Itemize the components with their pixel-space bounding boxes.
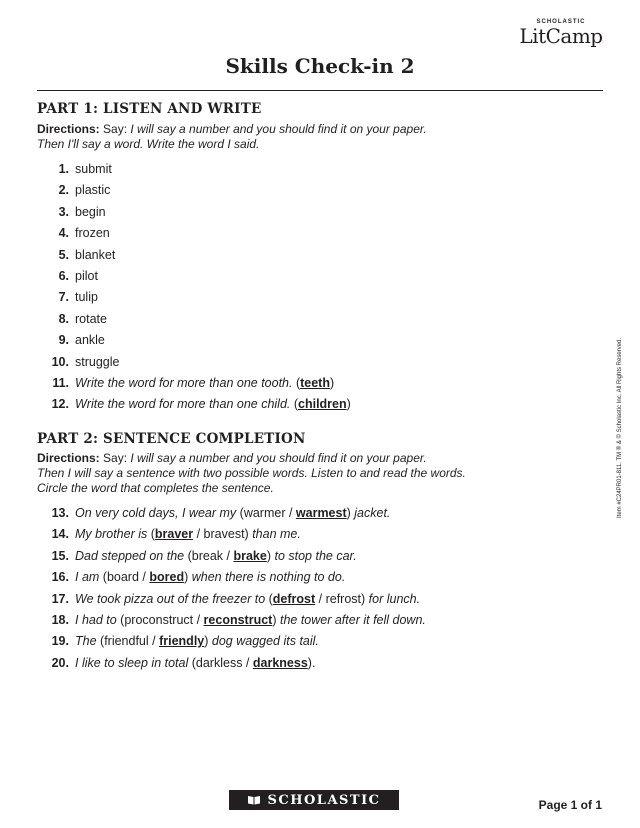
list-item xyxy=(37,653,577,674)
choice-option-2: refrost xyxy=(325,591,362,606)
choice-option-2: reconstruct xyxy=(203,612,273,627)
list-item xyxy=(37,266,577,287)
item-number: 20. xyxy=(51,655,69,670)
item-number: 1. xyxy=(58,162,69,176)
part1-heading: PART 1: LISTEN AND WRITE xyxy=(37,101,262,117)
choice-option-1: proconstruct xyxy=(124,612,194,627)
sentence-after: to stop the car. xyxy=(274,548,357,563)
choice-option-1: braver xyxy=(154,527,194,542)
choice-option-1: friendful xyxy=(104,634,149,649)
item-word: submit xyxy=(75,162,112,176)
list-item xyxy=(37,610,577,631)
item-number: 10. xyxy=(51,354,69,369)
logo-scholastic-text: SCHOLASTIC xyxy=(536,19,586,25)
page-title: Skills Check-in 2 xyxy=(225,54,415,78)
list-item xyxy=(37,631,577,652)
sentence-before: Dad stepped on the xyxy=(75,548,185,563)
item-word: struggle xyxy=(75,354,120,369)
footer-brand-text: SCHOLASTIC xyxy=(267,792,381,808)
item-number: 12. xyxy=(51,397,69,412)
sentence-after: than me. xyxy=(252,527,301,542)
list-item xyxy=(37,567,577,588)
choice-option-2: bravest xyxy=(203,527,245,542)
choice-option-1: darkless xyxy=(195,655,243,670)
logo-litcamp-text: LitCamp xyxy=(519,24,603,48)
list-item xyxy=(37,287,577,308)
item-number: 14. xyxy=(51,527,69,542)
sentence-before: The xyxy=(75,634,97,649)
item-number: 4. xyxy=(58,226,69,241)
choice-option-1: warmer xyxy=(243,506,286,520)
choice-option-2: brake xyxy=(233,548,267,563)
part2-directions xyxy=(37,451,557,496)
list-item xyxy=(37,159,577,180)
directions-say: Say: xyxy=(99,122,131,136)
item-number: 8. xyxy=(58,311,69,326)
list-item xyxy=(37,330,577,351)
item-number: 3. xyxy=(58,204,69,219)
item-answer-wrap: (children) xyxy=(290,397,351,412)
item-number: 6. xyxy=(58,268,69,283)
item-word: frozen xyxy=(75,226,110,241)
item-number: 18. xyxy=(51,612,69,627)
sentence-after: . xyxy=(311,655,316,670)
item-answer: teeth xyxy=(300,375,330,390)
choice-option-1: break xyxy=(191,548,224,563)
list-item xyxy=(37,180,577,201)
sentence-after: the tower after it fell down. xyxy=(279,612,426,627)
item-answer: children xyxy=(298,397,347,412)
directions-text: Then I'll say a word. Write the word I said. xyxy=(37,137,260,151)
item-number: 7. xyxy=(58,290,69,305)
list-item xyxy=(37,223,577,244)
choice-option-1: board xyxy=(106,570,139,585)
item-number: 11. xyxy=(52,375,69,390)
sentence-before: My brother is xyxy=(75,527,148,542)
choice-option-2: darkness xyxy=(252,655,308,670)
directions-label: Directions: xyxy=(37,451,100,465)
item-word: tulip xyxy=(75,290,98,305)
item-number: 5. xyxy=(58,247,69,262)
sentence: On very cold days, I wear my (warmer / warmest) jacket. xyxy=(75,506,391,520)
item-word: rotate xyxy=(75,311,107,326)
item-word: plastic xyxy=(75,183,111,198)
part1-directions-line1 xyxy=(37,122,557,137)
sentence-before: I like to sleep in total xyxy=(75,655,189,670)
sentence: I am (board / bored) when there is nothing to do. xyxy=(75,570,346,585)
choice-option-2: friendly xyxy=(159,634,205,649)
directions-text: Then I will say a sentence with two possible words. Listen to and read the words. xyxy=(37,466,466,480)
item-number: 19. xyxy=(51,634,69,649)
list-item xyxy=(37,546,577,567)
sentence-after: dog wagged its tail. xyxy=(211,634,319,649)
list-item xyxy=(37,352,577,373)
part2-directions-line1 xyxy=(37,451,557,466)
list-item xyxy=(37,394,577,415)
open-book-icon xyxy=(247,795,261,805)
directions-text: I will say a number and you should find it on your paper. xyxy=(130,451,427,465)
item-number: 13. xyxy=(51,506,69,520)
item-word: blanket xyxy=(75,247,116,262)
sentence-before: We took pizza out of the freezer to xyxy=(75,591,266,606)
item-number: 9. xyxy=(58,333,69,348)
sentence-before: I am xyxy=(75,570,100,585)
directions-label: Directions: xyxy=(37,122,100,136)
sentence-after: jacket. xyxy=(354,506,391,520)
item-word: pilot xyxy=(75,268,98,283)
list-item xyxy=(37,245,577,266)
page-number: Page 1 of 1 xyxy=(538,798,602,812)
sentence: I had to (proconstruct / reconstruct) the tower after it fell down. xyxy=(75,612,426,627)
directions-text: I will say a number and you should find it on your paper. xyxy=(130,122,427,136)
item-number: 15. xyxy=(51,548,69,563)
part1-directions xyxy=(37,122,557,152)
choice-option-1: defrost xyxy=(272,591,316,606)
item-number: 16. xyxy=(51,570,69,585)
part1-directions-line2 xyxy=(37,137,557,152)
title-divider xyxy=(37,90,603,91)
list-item xyxy=(37,524,577,545)
sentence: I like to sleep in total (darkless / darkness). xyxy=(75,655,316,670)
sentence-before: I had to xyxy=(75,612,117,627)
scholastic-footer-logo xyxy=(229,790,399,810)
choice-option-2: bored xyxy=(149,570,185,585)
sentence: We took pizza out of the freezer to (defrost / refrost) for lunch. xyxy=(75,591,421,606)
item-prompt: Write the word for more than one tooth. xyxy=(75,375,293,390)
directions-text: Circle the word that completes the sentence. xyxy=(37,481,274,495)
item-prompt: Write the word for more than one child. xyxy=(75,397,291,412)
sentence: Dad stepped on the (break / brake) to stop the car. xyxy=(75,548,357,563)
list-item xyxy=(37,503,577,524)
sentence-after: for lunch. xyxy=(368,591,421,606)
list-item xyxy=(37,202,577,223)
sentence: My brother is (braver / bravest) than me. xyxy=(75,527,301,542)
item-word: begin xyxy=(75,204,106,219)
part2-directions-line2 xyxy=(37,466,557,481)
litcamp-logo xyxy=(519,18,603,46)
part1-word-list xyxy=(37,159,577,416)
sentence-after: when there is nothing to do. xyxy=(191,570,346,585)
item-number: 17. xyxy=(51,591,69,606)
item-answer-wrap: (teeth) xyxy=(292,375,335,390)
item-word: ankle xyxy=(75,333,105,348)
list-item xyxy=(37,373,577,394)
list-item xyxy=(37,309,577,330)
copyright-note: Item #C24PR01-811. TM ® & © Scholastic Inc. All Rights Reserved. xyxy=(617,337,623,518)
choice-option-2: warmest xyxy=(295,506,347,520)
sentence-before: On very cold days, I wear my xyxy=(75,506,237,520)
item-number: 2. xyxy=(58,183,69,198)
directions-say: Say: xyxy=(99,451,131,465)
list-item xyxy=(37,589,577,610)
sentence: The (friendful / friendly) dog wagged its tail. xyxy=(75,634,319,649)
part2-directions-line3 xyxy=(37,481,557,496)
part2-heading: PART 2: SENTENCE COMPLETION xyxy=(37,431,306,447)
part2-sentence-list xyxy=(37,503,577,674)
